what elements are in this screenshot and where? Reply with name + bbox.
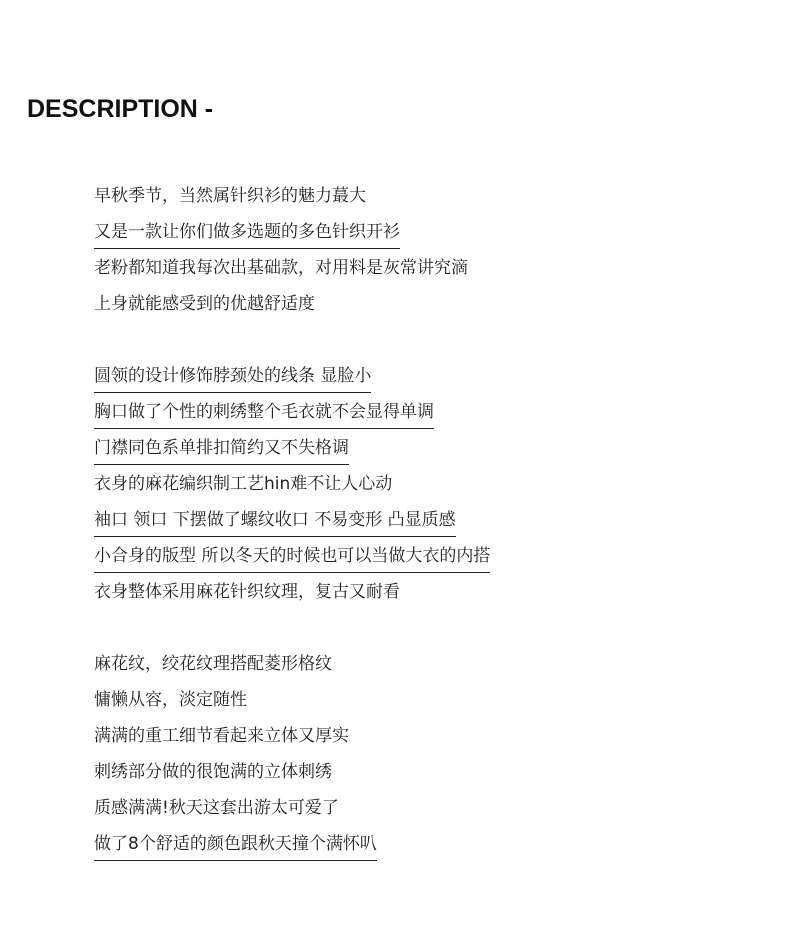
description-line-text: 上身就能感受到的优越舒适度 (94, 294, 315, 314)
description-line (94, 218, 490, 254)
description-line-text: 质感满满!秋天这套出游太可爱了 (94, 798, 339, 818)
description-line-text: 刺绣部分做的很饱满的立体刺绣 (94, 762, 332, 782)
description-line (94, 290, 490, 326)
description-line-text: 门襟同色系单排扣简约又不失格调 (94, 434, 349, 465)
description-line (94, 434, 490, 470)
description-line-text: 又是一款让你们做多选题的多色针织开衫 (94, 218, 400, 249)
description-line-text: 早秋季节，当然属针织衫的魅力蕞大 (94, 186, 366, 206)
description-line-text: 圆领的设计修饰脖颈处的线条 显脸小 (94, 362, 371, 393)
description-line (94, 650, 490, 686)
description-line (94, 758, 490, 794)
description-line (94, 542, 490, 578)
description-line (94, 686, 490, 722)
description-line-text: 袖口 领口 下摆做了螺纹收口 不易变形 凸显质感 (94, 506, 456, 537)
description-line (94, 362, 490, 398)
description-line-text: 老粉都知道我每次出基础款，对用料是灰常讲究滴 (94, 258, 468, 278)
description-paragraph (94, 362, 490, 614)
description-paragraph (94, 182, 490, 326)
description-line-text: 做了8个舒适的颜色跟秋天撞个满怀叭 (94, 830, 377, 861)
description-line-text: 衣身整体采用麻花针织纹理，复古又耐看 (94, 582, 400, 602)
description-line-text: 小合身的版型 所以冬天的时候也可以当做大衣的内搭 (94, 542, 490, 573)
description-line (94, 182, 490, 218)
description-line (94, 830, 490, 866)
description-line-text: 胸口做了个性的刺绣整个毛衣就不会显得单调 (94, 398, 434, 429)
description-line-text: 麻花纹，绞花纹理搭配菱形格纹 (94, 654, 332, 674)
description-line (94, 254, 490, 290)
description-line (94, 470, 490, 506)
description-line-text: 慵懒从容，淡定随性 (94, 690, 247, 710)
description-paragraph (94, 650, 490, 866)
description-line (94, 506, 490, 542)
page-title: DESCRIPTION - (27, 95, 214, 123)
description-line (94, 578, 490, 614)
description-line-text: 满满的重工细节看起来立体又厚实 (94, 726, 349, 746)
description-line (94, 398, 490, 434)
description-line (94, 722, 490, 758)
description-line-text: 衣身的麻花编织制工艺hin难不让人心动 (94, 474, 393, 494)
description-line (94, 794, 490, 830)
description-body (94, 182, 490, 902)
